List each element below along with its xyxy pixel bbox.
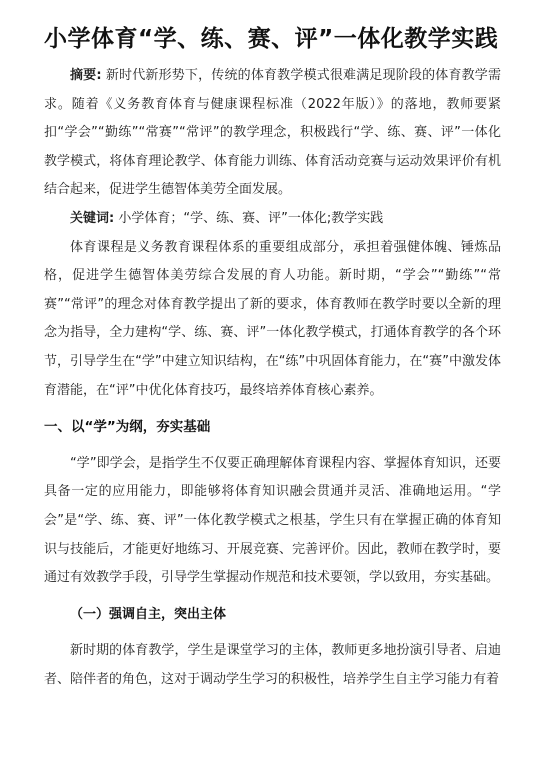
article-title: 小学体育“学、练、赛、评”一体化教学实践 (44, 26, 499, 52)
intro-paragraph: 体育课程是义务教育课程体系的重要组成部分，承担着强健体魄、锤炼品格，促进学生德智体美劳综合发展的育人功能。新时期，“学会”“勤练”“常赛”“常评”的理念对体育教学提出了新的要求，体育教师在教学时要以全新的理念为指导，全力建构“学、练、赛、评”一体化教学模式，打通体育教学的各个环节，引导学生在“学”中建立知识结构，在“练”中巩固体育能力，在“赛”中激发体育潜能，在“评”中优化体育技巧，最终培养体育核心素养。 (44, 239, 501, 398)
section-heading: 一、以“学”为纲，夯实基础 (44, 419, 211, 436)
abstract-label: 摘要: (70, 68, 102, 83)
keywords-label: 关键词: (70, 210, 115, 226)
keywords-paragraph (44, 205, 501, 234)
abstract-paragraph (44, 62, 501, 205)
abstract-text: 新时代新形势下，传统的体育教学模式很难满足现阶段的体育教学需求。随着《义务教育体育与健康课程标准（2022年版）》的落地，教师要紧扣“学会”“勤练”“常赛”“常评”的教学理念，积极践行“学、练、赛、评”一体化教学模式，将体育理论教学、体育能力训练、体育活动竞赛与运动效果评价有机结合起来，促进学生德智体美劳全面发展。 (44, 68, 501, 198)
section-paragraph: “学”即学会，是指学生不仅要正确理解体育课程内容、掌握体育知识，还要具备一定的应用能力，即能够将体育知识融会贯通并灵活、准确地运用。“学会”是“学、练、赛、评”一体化教学模式之根基，学生只有在掌握正确的体育知识与技能后，才能更好地练习、开展竞赛、完善评价。因此，教师在教学时，要通过有效教学手段，引导学生掌握动作规范和技术要领，学以致用，夯实基础。 (44, 455, 501, 586)
subsection-paragraph: 新时期的体育教学，学生是课堂学习的主体，教师更多地扮演引导者、启迪者、陪伴者的角色，这对于调动学生学习的积极性，培养学生自主学习能力有着 (44, 643, 501, 687)
keywords-text: 小学体育；“学、练、赛、评”一体化;教学实践 (118, 210, 384, 226)
subsection-heading: （一）强调自主，突出主体 (70, 606, 227, 622)
